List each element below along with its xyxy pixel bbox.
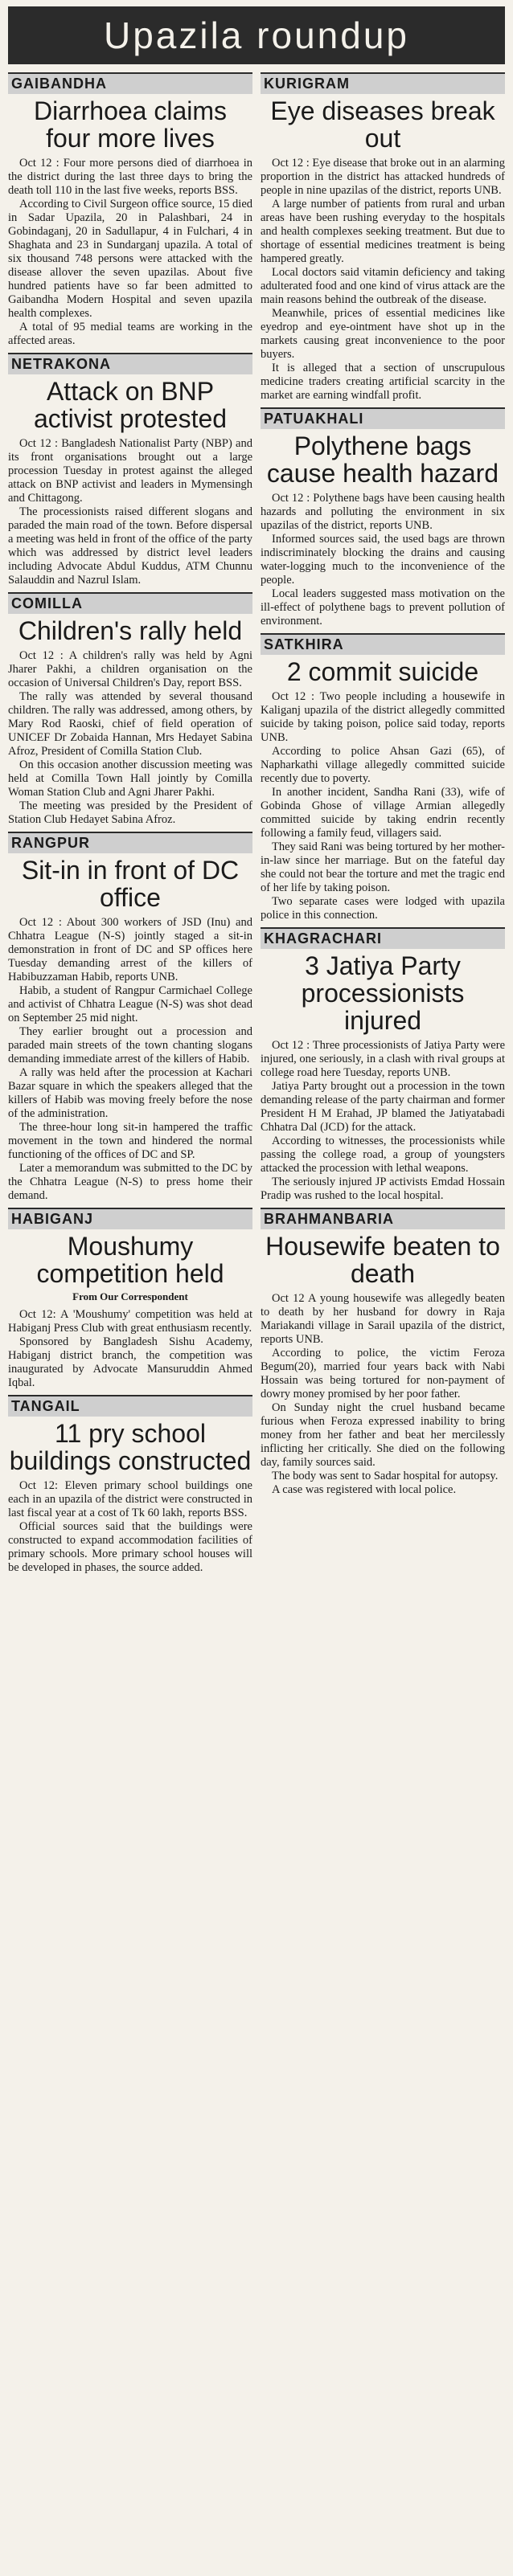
news-story [8,72,252,348]
news-story [8,832,252,1203]
story-paragraph: According to Civil Surgeon office source, 15 died in Sadar Upazila, 20 in Palashbari, 24 in Gobindaganj, 20 in Sadullapur, 4 in Fulchari, 4 in Shaghata and 23 in Sundarganj upazila. A total of six thousand 748 persons were attacked with the disease allover the seven upazilas. About five hundred patients have so far been admitted to Gaibandha Modern Hospital and seven upazila health complexes. [8,198,252,320]
story-paragraph: Oct 12 : Three processionists of Jatiya Party were injured, one seriously, in a clash with rival groups at college road here Tuesday, reports UNB. [261,1039,505,1079]
story-byline: From Our Correspondent [72,1290,188,1302]
story-paragraph: Oct 12 : Polythene bags have been causing health hazards and polluting the environment in six upazilas of the district, reports UNB. [261,492,505,532]
story-headline: Children's rally held [18,616,243,645]
story-dateline: TANGAIL [8,1395,252,1417]
columns [8,72,505,1580]
story-headline: 2 commit suicide [286,657,479,686]
news-story [261,407,505,628]
news-story [8,1208,252,1390]
story-headline: Polythene bags cause health hazard [266,431,499,488]
story-headline: Housewife beaten to death [265,1232,500,1288]
story-paragraph: According to police Ahsan Gazi (65), of Napharkathi village allegedly committed suicide recently due to poverty. [261,745,505,785]
story-paragraph: They earlier brought out a procession and paraded main streets of the town chanting slogans demanding immediate arrest of the killers of Habib. [8,1025,252,1065]
story-paragraph: The rally was attended by several thousand children. The rally was addressed, among others, by Mary Rod Raoski, chief of field operation of UNICEF Dr Zobaida Hannan, Mrs Hedayet Sabina Afroz, President of Comilla Station Club. [8,690,252,758]
story-paragraph: The three-hour long sit-in hampered the traffic movement in the town and hindered the normal functioning of the offices of DC and SP. [8,1121,252,1161]
news-story [8,353,252,587]
story-paragraph: Later a memorandum was submitted to the DC by the Chhatra League (N-S) to press home their demand. [8,1162,252,1202]
story-paragraph: A large number of patients from rural and urban areas have been rushing everyday to the hospitals and health complexes seeking treatment. But due to shortage of essential medicines treatment is being hampered greatly. [261,198,505,265]
story-dateline: KHAGRACHARI [261,927,505,949]
story-dateline: NETRAKONA [8,353,252,374]
section-banner: Upazila roundup [8,6,505,64]
story-paragraph: A rally was held after the procession at Kachari Bazar square in which the speakers alleged that the killers of Habib was moving freely before the nose of the administration. [8,1066,252,1120]
story-dateline: GAIBANDHA [8,72,252,94]
story-paragraph: It is alleged that a section of unscrupulous medicine traders creating artificial scarcity in the market are earning windfall profit. [261,362,505,402]
news-story [261,927,505,1203]
story-paragraph: Oct 12 : Bangladesh Nationalist Party (NBP) and its front organisations brought out a large procession Tuesday in protest against the alleged attack on BNP activist and leaders in Mymensingh and Chittagong. [8,437,252,505]
story-paragraph: A total of 95 medial teams are working in the affected areas. [8,321,252,347]
story-dateline: PATUAKHALI [261,407,505,429]
story-paragraph: Habib, a student of Rangpur Carmichael College and activist of Chhatra League (N-S) was shot dead on September 25 mid night. [8,984,252,1024]
story-paragraph: Official sources said that the buildings were constructed to expand accommodation facilities of primary schools. More primary school houses will be developed in phases, the source added. [8,1520,252,1574]
story-paragraph: A case was registered with local police. [272,1483,457,1496]
story-paragraph: The meeting was presided by the President of Station Club Hedayet Sabina Afroz. [8,799,252,826]
story-paragraph: According to police, the victim Feroza Begum(20), married four years back with Nabi Hossain was being tortured for non-payment of dowry money promised by her poor father. [261,1347,505,1400]
story-paragraph: In another incident, Sandha Rani (33), wife of Gobinda Ghose of village Armian allegedly committed suicide by taking endrin recently following a family feud, villagers said. [261,786,505,840]
story-dateline: KURIGRAM [261,72,505,94]
story-headline: 11 pry school buildings constructed [9,1419,252,1475]
story-dateline: BRAHMANBARIA [261,1208,505,1229]
story-dateline: COMILLA [8,592,252,614]
story-paragraph: Oct 12 : About 300 workers of JSD (Inu) and Chhatra League (N-S) jointly staged a sit-in demonstration in front of DC and SP offices here Tuesday demanding arrest of the killers of Habibuzzaman Habib, reports UNB. [8,916,252,983]
story-paragraph: Oct 12 A young housewife was allegedly beaten to death by her husband for dowry in Raja Mariakandi village in Sarail upazila of the district, reports UNB. [261,1292,505,1346]
story-dateline: RANGPUR [8,832,252,853]
story-paragraph: They said Rani was being tortured by her mother-in-law since her marriage. But on the fateful day she could not bear the torture and met the tragic end of her life by taking poison. [261,840,505,894]
story-paragraph: Local leaders suggested mass motivation on the ill-effect of polythene bags to prevent pollution of environment. [261,587,505,628]
story-paragraph: The seriously injured JP activists Emdad Hossain Pradip was rushed to the local hospital. [261,1176,505,1202]
story-headline: 3 Jatiya Party processionists injured [301,951,465,1035]
story-paragraph: Oct 12 : Two people including a housewife in Kaliganj upazila of the district allegedly committed suicide by taking poison, police said today, reports UNB. [261,690,505,744]
story-headline: Moushumy competition held [36,1232,224,1288]
story-paragraph: Local doctors said vitamin deficiency and taking adulterated food and one kind of virus attack are the main reasons behind the outbreak of the disease. [261,266,505,306]
left-column [8,72,252,1580]
story-paragraph: Oct 12 : Eye disease that broke out in an alarming proportion in the district has attacked hundreds of people in nine upazilas of the district, reports UNB. [261,157,505,197]
story-dateline: HABIGANJ [8,1208,252,1229]
story-paragraph: Oct 12 : A children's rally was held by Agni Jharer Pakhi, a children organisation on the occasion of Universal Children's Day, report BSS. [8,649,252,689]
story-paragraph: According to witnesses, the processionists while passing the college road, a group of youngsters attacked the procession with lethal weapons. [261,1135,505,1175]
story-headline: Diarrhoea claims four more lives [33,96,228,153]
story-paragraph: Oct 12: Eleven primary school buildings one each in an upazila of the district were constructed in last fiscal year at a cost of Tk 60 lakh, reports BSS. [8,1479,252,1519]
news-story [8,592,252,827]
news-story [261,633,505,922]
story-paragraph: Oct 12 : Four more persons died of diarrhoea in the district during the last three days to bring the death toll 110 in the last five weeks, reports BSS. [8,157,252,197]
news-story [8,1395,252,1575]
story-paragraph: Informed sources said, the used bags are thrown indiscriminately blocking the drains and causing water-logging much to the inconvenience of the people. [261,533,505,587]
story-paragraph: Jatiya Party brought out a procession in the town demanding release of the party chairman and former President H M Erahad, JP blamed the Jatiyatabadi Chhatra Dal (JCD) for the attack. [261,1080,505,1134]
story-paragraph: The body was sent to Sadar hospital for autopsy. [272,1470,499,1482]
story-paragraph: On Sunday night the cruel husband became furious when Feroza expressed inability to bring money from her father and beat her mercilessly inflicting her critically. She died on the following day, family sources said. [261,1401,505,1469]
story-paragraph: Meanwhile, prices of essential medicines like eyedrop and eye-ointment have shot up in the markets causing great inconvenience to the poor buyers. [261,307,505,361]
story-headline: Eye diseases break out [270,96,495,153]
story-headline: Sit-in in front of DC office [21,856,240,912]
story-paragraph: Sponsored by Bangladesh Sishu Academy, Habiganj district branch, the competition was inaugurated by Advocate Mansuruddin Ahmed Iqbal. [8,1335,252,1389]
story-paragraph: On this occasion another discussion meeting was held at Comilla Town Hall jointly by Comilla Woman Station Club and Agni Jharer Pakhi. [8,758,252,799]
news-story [261,1208,505,1497]
story-paragraph: The processionists raised different slogans and paraded the main road of the town. Before dispersal a meeting was held in front of the office of the party which was addressed by district level leaders including Advocate Abdul Kuddus, ATM Chunnu Salauddin and Nazrul Islam. [8,505,252,587]
story-paragraph: Two separate cases were lodged with upazila police in this connection. [261,895,505,922]
story-headline: Attack on BNP activist protested [33,377,228,433]
story-dateline: SATKHIRA [261,633,505,655]
story-paragraph: Oct 12: A 'Moushumy' competition was held at Habiganj Press Club with great enthusiasm recently. [8,1308,252,1335]
right-column [261,72,505,1580]
news-story [261,72,505,403]
